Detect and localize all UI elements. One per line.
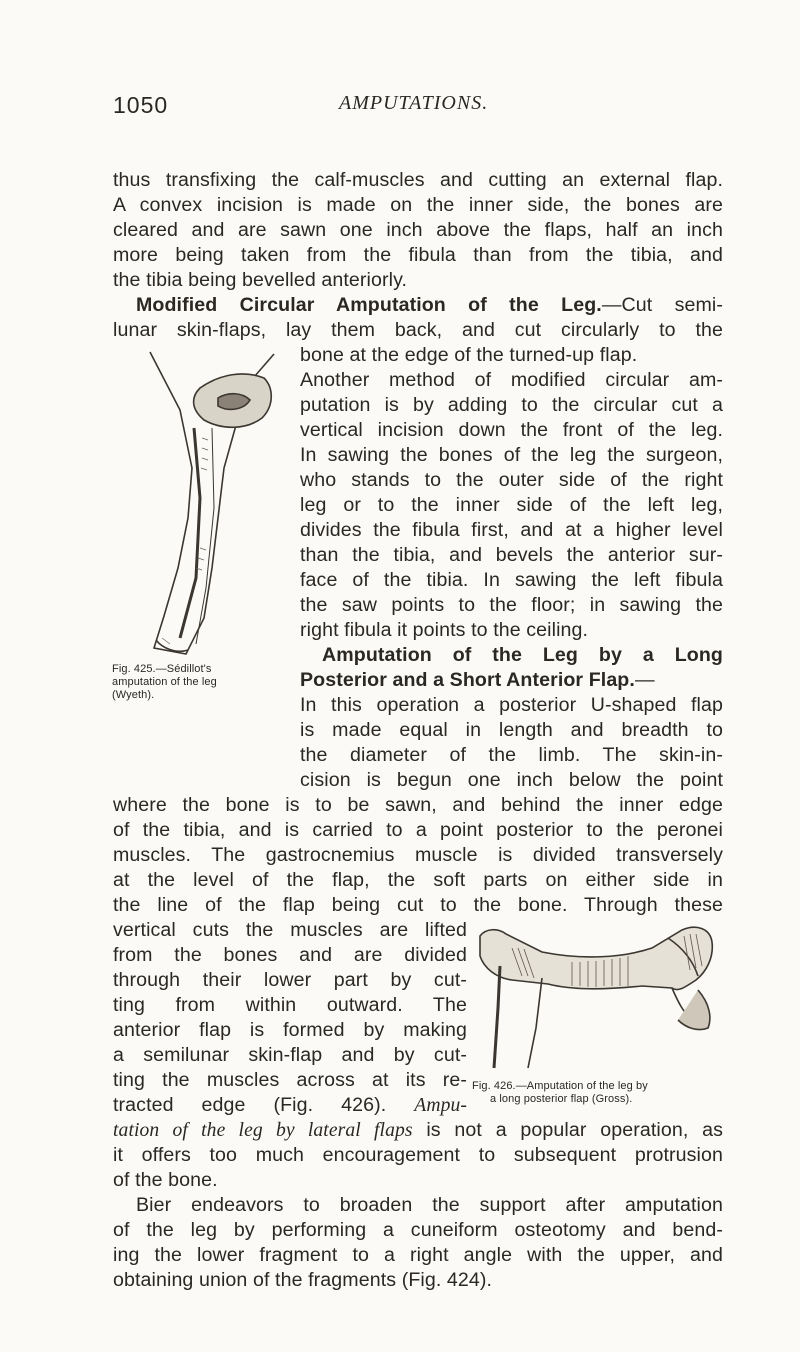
text-line: right fibula it points to the ceiling. xyxy=(300,619,589,641)
section-heading: Modified Circular Amputation of the Leg. xyxy=(136,294,602,316)
text-line: than the tibia, and bevels the anterior sur- xyxy=(300,544,723,566)
text-line: A convex incision is made on the inner side, the bones are xyxy=(113,194,723,216)
text-line: from the bones and are divided xyxy=(113,944,467,966)
text-line: face of the tibia. In sawing the left fibula xyxy=(300,569,723,591)
text-line: Another method of modified circular am- xyxy=(300,369,723,391)
italic-run: Ampu- xyxy=(414,1095,467,1116)
text-line: In sawing the bones of the leg the surgeon, xyxy=(300,444,723,466)
text-run: — xyxy=(634,669,655,691)
figure-426-illustration xyxy=(472,918,722,1078)
figure-426-caption-line: Fig. 426.—Amputation of the leg by xyxy=(472,1080,648,1092)
figure-425-caption-line: Fig. 425.—Sédillot's xyxy=(112,663,212,675)
page-number: 1050 xyxy=(113,92,169,118)
text-line: ting the muscles across at its re- xyxy=(113,1069,467,1091)
text-line: of the leg by performing a cuneiform osteotomy and bend- xyxy=(113,1219,723,1241)
text-line: is made equal in length and breadth to xyxy=(300,719,723,741)
text-line: cision is begun one inch below the point xyxy=(300,769,723,791)
text-line xyxy=(113,1118,723,1143)
text-line: where the bone is to be sawn, and behind the inner edge xyxy=(113,794,723,816)
text-line: muscles. The gastrocnemius muscle is divided transversely xyxy=(113,844,723,866)
text-run: is not a popular operation, as xyxy=(412,1119,723,1141)
text-line: vertical cuts the muscles are lifted xyxy=(113,919,467,941)
text-line: at the level of the flap, the soft parts on either side in xyxy=(113,869,723,891)
section-heading: Posterior and a Short Anterior Flap. xyxy=(300,669,635,691)
text-line: the saw points to the floor; in sawing the xyxy=(300,594,723,616)
text-line: In this operation a posterior U-shaped flap xyxy=(300,694,723,716)
text-line: ting from within outward. The xyxy=(113,994,467,1016)
text-line: vertical incision down the front of the leg. xyxy=(300,419,723,441)
section-heading: Amputation of the Leg by a Long xyxy=(322,644,723,666)
text-line: leg or to the inner side of the left leg, xyxy=(300,494,723,516)
text-line: of the tibia, and is carried to a point posterior to the peronei xyxy=(113,819,723,841)
text-line: more being taken from the fibula than from the tibia, and xyxy=(113,244,723,266)
figure-425-illustration xyxy=(140,348,290,660)
section-heading-line xyxy=(322,643,723,667)
text-line: Bier endeavors to broaden the support after amputation xyxy=(136,1194,723,1216)
text-line: lunar skin-flaps, lay them back, and cut circularly to the xyxy=(113,319,723,341)
figure-425-caption-line: amputation of the leg xyxy=(112,676,217,688)
text-run: —Cut semi- xyxy=(601,294,723,316)
italic-run: tation of the leg by lateral flaps xyxy=(113,1120,413,1141)
section-heading-line xyxy=(300,668,723,692)
running-title: AMPUTATIONS. xyxy=(339,92,489,114)
figure-426-caption-line: a long posterior flap (Gross). xyxy=(490,1093,633,1105)
text-line xyxy=(113,1093,467,1118)
text-line: obtaining union of the fragments (Fig. 424). xyxy=(113,1269,493,1291)
text-line: the line of the flap being cut to the bone. Through these xyxy=(113,894,723,916)
text-run: tracted edge (Fig. 426). xyxy=(113,1094,415,1116)
text-line: ing the lower fragment to a right angle with the upper, and xyxy=(113,1244,723,1266)
figure-425-caption-line: (Wyeth). xyxy=(112,689,155,701)
text-line: who stands to the outer side of the right xyxy=(300,469,723,491)
text-line: thus transfixing the calf-muscles and cutting an external flap. xyxy=(113,169,723,191)
text-line: it offers too much encouragement to subsequent protrusion xyxy=(113,1144,723,1166)
text-line: divides the fibula first, and at a higher level xyxy=(300,519,723,541)
text-line: anterior flap is formed by making xyxy=(113,1019,467,1041)
text-line: through their lower part by cut- xyxy=(113,969,467,991)
text-line: of the bone. xyxy=(113,1169,218,1191)
text-line: putation is by adding to the circular cut a xyxy=(300,394,723,416)
text-line: the tibia being bevelled anteriorly. xyxy=(113,269,408,291)
text-line: a semilunar skin-flap and by cut- xyxy=(113,1044,467,1066)
section-heading-line xyxy=(136,293,723,317)
running-header xyxy=(113,92,723,122)
text-line: the diameter of the limb. The skin-in- xyxy=(300,744,723,766)
text-line: cleared and are sawn one inch above the flaps, half an inch xyxy=(113,219,723,241)
text-line: bone at the edge of the turned-up flap. xyxy=(300,344,638,366)
